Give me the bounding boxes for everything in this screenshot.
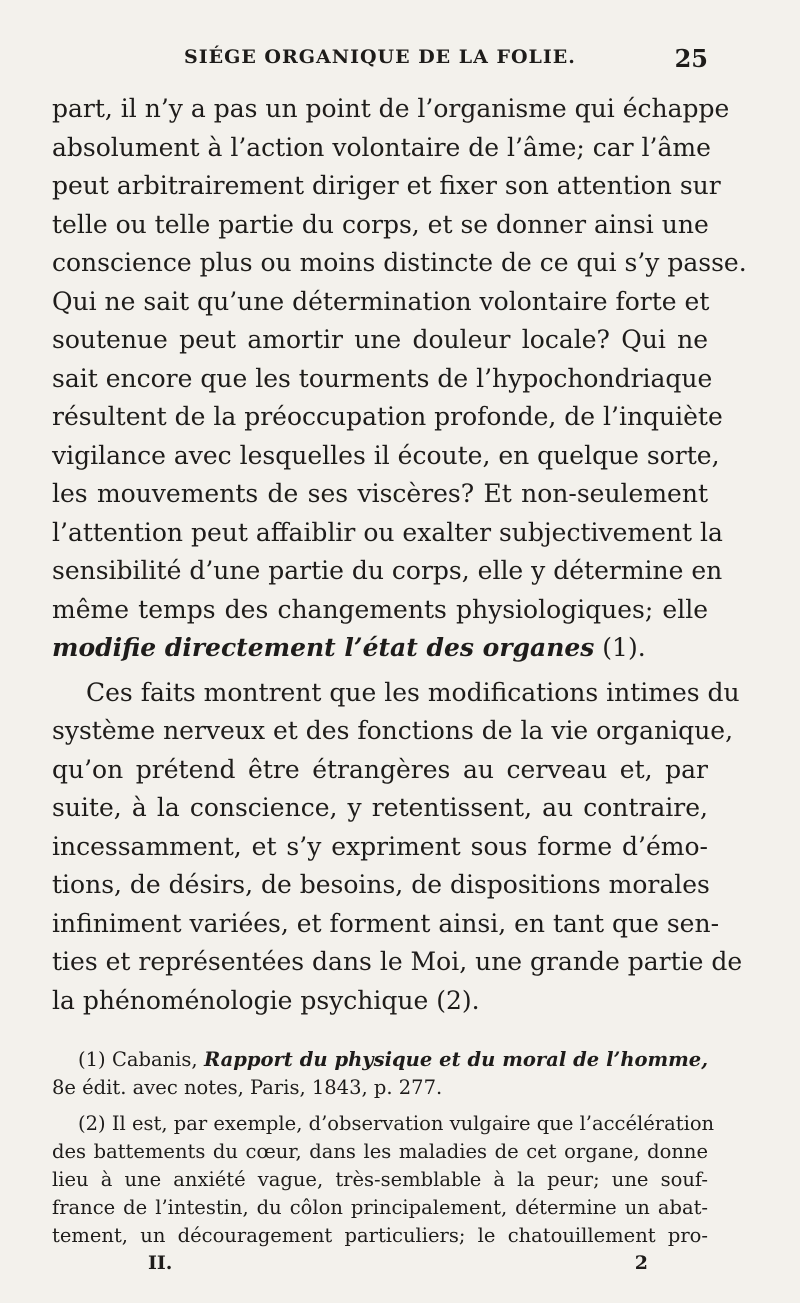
footnote-2-line: tement, un découragement particuliers; le chatouillement pro- xyxy=(52,1224,708,1247)
paragraph-2-line: système nerveux et des fonctions de la vie organique, xyxy=(52,716,734,745)
text-line: sait encore que les tourments de l’hypochondriaque xyxy=(52,363,713,393)
paragraph-2-line: la phénoménologie psychique (2). xyxy=(52,985,480,1015)
footnote-1-line: 8e édit. avec notes, Paris, 1843, p. 277. xyxy=(52,1076,443,1099)
italic-phrase: modifie directement l’état des organes xyxy=(52,633,595,662)
text-line: soutenue peut amortir une douleur locale? Qui ne xyxy=(52,325,708,354)
footnote-1-prefix: (1) Cabanis, xyxy=(78,1048,204,1071)
printer-signature xyxy=(148,1252,648,1282)
italic-text-line xyxy=(52,629,708,668)
text-line: sensibilité d’une partie du corps, elle y détermine en xyxy=(52,556,723,585)
volume-mark: II. xyxy=(148,1252,173,1274)
paragraph-2-line: tions, de désirs, de besoins, de dispositions morales xyxy=(52,870,710,899)
footnote-ref-1: (1). xyxy=(594,633,646,662)
paragraph-2-line: incessamment, et s’y expriment sous forme d’émo- xyxy=(52,831,708,861)
page-header xyxy=(52,44,708,78)
text-line: Qui ne sait qu’une détermination volontaire forte et xyxy=(52,286,710,316)
main-text xyxy=(52,90,747,1020)
text-line: absolument à l’action volontaire de l’âme; car l’âme xyxy=(52,132,711,162)
text-line: peut arbitrairement diriger et fixer son attention sur xyxy=(52,171,721,200)
footnote-1-line xyxy=(52,1046,708,1074)
sheet-mark: 2 xyxy=(634,1252,648,1274)
footnote-2-line: france de l’intestin, du côlon principalement, détermine un abat- xyxy=(52,1196,708,1219)
paragraph-2-line: ties et représentées dans le Moi, une grande partie de xyxy=(52,947,743,976)
paragraph-2-line: qu’on prétend être étrangères au cerveau et, par xyxy=(52,754,708,784)
text-line: conscience plus ou moins distincte de ce qui s’y passe. xyxy=(52,248,747,277)
paragraph-2-line: infiniment variées, et forment ainsi, en tant que sen- xyxy=(52,908,720,938)
text-line: résultent de la préoccupation profonde, de l’inquiète xyxy=(52,402,723,431)
paragraph-2-line: suite, à la conscience, y retentissent, au contraire, xyxy=(52,793,708,822)
footnote-2-line: des battements du cœur, dans les maladies de cet organe, donne xyxy=(52,1140,708,1163)
footnote-1-title: Rapport du physique et du moral de l’homme, xyxy=(203,1048,708,1071)
text-line: les mouvements de ses viscères? Et non-seulement xyxy=(52,479,708,508)
text-line: telle ou telle partie du corps, et se donner ainsi une xyxy=(52,209,709,239)
footnote-2-line: (2) Il est, par exemple, d’observation vulgaire que l’accélération xyxy=(78,1112,715,1135)
text-line: part, il n’y a pas un point de l’organisme qui échappe xyxy=(52,94,730,123)
page-number: 25 xyxy=(674,44,708,73)
footnote-2-line: lieu à une anxiété vague, très-semblable à la peur; une souf- xyxy=(52,1168,708,1191)
running-title: SIÉGE ORGANIQUE DE LA FOLIE. xyxy=(184,46,576,68)
paragraph-2-line: Ces faits montrent que les modifications intimes du xyxy=(86,677,740,707)
text-line: vigilance avec lesquelles il écoute, en quelque sorte, xyxy=(52,440,720,470)
footnotes xyxy=(52,1046,715,1250)
text-line: même temps des changements physiologiques; elle xyxy=(52,594,708,624)
text-line: l’attention peut affaiblir ou exalter subjectivement la xyxy=(52,517,723,547)
